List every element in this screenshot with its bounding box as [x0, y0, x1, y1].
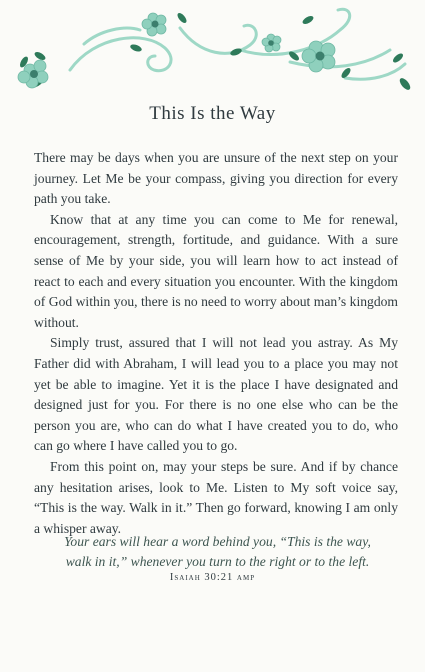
paragraph: There may be days when you are unsure of the next step on your journey. Let Me be your compass, giving you direction for every path you take.	[34, 150, 398, 207]
flower-icon-right	[302, 41, 335, 72]
scripture-quote	[40, 532, 395, 572]
paragraph: Simply trust, assured that I will not lead you astray. As My Father did with Abraham, I will lead you to a place you may not yet be able to imagine. Yet it is the place I have designated and designed just for you. For there is no one else who can be the person you are, who can do what I have created you to do, who can go where I have called you to go.	[34, 335, 398, 454]
leaf-icon	[391, 52, 404, 64]
paragraph: Know that at any time you can come to Me for renewal, encouragement, strength, fortitude, and guidance. With a sure sense of Me by your side, you will learn how to act instead of react to each and every situation you encounter. With the kingdom of God within you, there is no need to worry about man’s kingdom without.	[34, 211, 398, 330]
swirl-center	[180, 25, 256, 53]
flower-icon-top-center	[142, 13, 166, 36]
flower-icon-right-small	[262, 34, 281, 52]
floral-header-decoration	[0, 0, 425, 95]
leaf-icon	[129, 43, 142, 53]
leaf-icon	[229, 47, 242, 57]
page-title: This Is the Way	[149, 103, 276, 124]
scripture-reference-text: Isaiah 30:21 amp	[169, 572, 256, 583]
leaf-icon	[176, 11, 188, 24]
scripture-line: walk in it,” whenever you turn to the right or to the left.	[65, 554, 370, 569]
scripture-line: Your ears will hear a word behind you, “This is the way,	[64, 534, 371, 549]
devotional-body	[34, 148, 398, 539]
scripture-reference	[0, 572, 425, 583]
paragraph: From this point on, may your steps be sure. And if by chance any hesitation arises, look to Me. Listen to My soft voice say, “This is the way. Walk in it.” Then go forward, knowing I am only a whisper away.	[34, 458, 398, 536]
leaf-icon	[301, 14, 314, 25]
leaf-icon	[398, 76, 412, 91]
swirl-far-right	[345, 64, 405, 79]
